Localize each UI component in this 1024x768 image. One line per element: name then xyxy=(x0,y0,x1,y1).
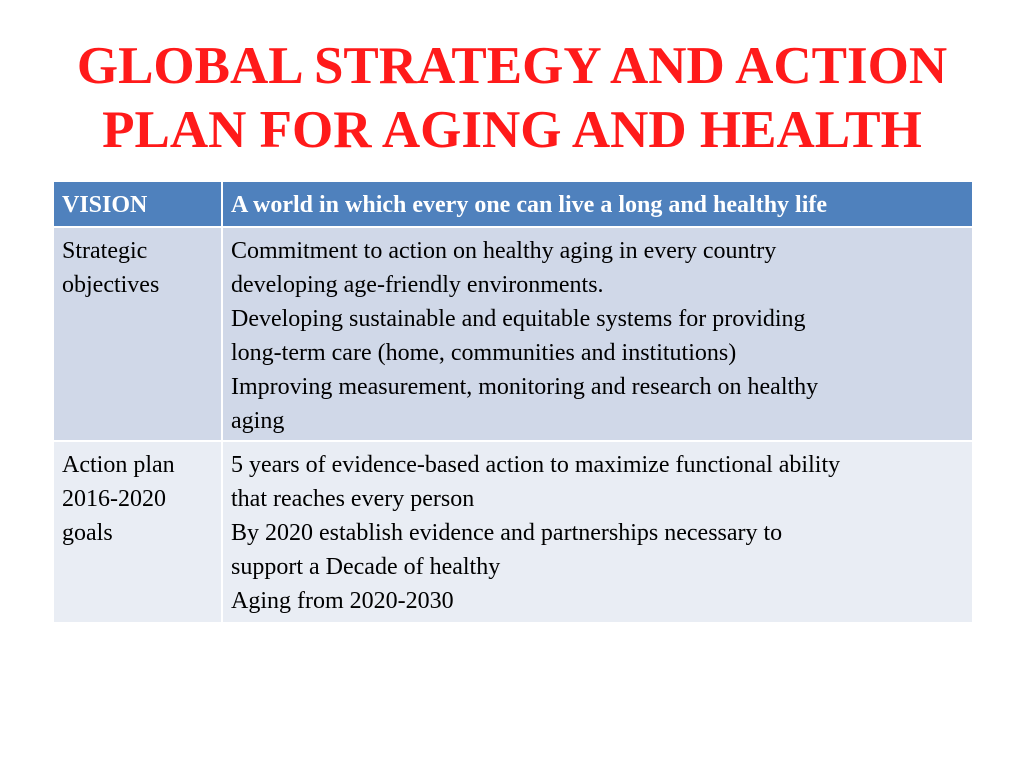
title-line-2: PLAN FOR AGING AND HEALTH xyxy=(102,101,922,159)
vision-statement: A world in which every one can live a long and healthy life xyxy=(222,181,973,227)
strategy-table xyxy=(52,180,974,624)
goal-line: By 2020 establish evidence and partnerships necessary to xyxy=(231,520,783,546)
table-header-row xyxy=(53,181,973,227)
goal-line: 5 years of evidence-based action to maximize functional ability xyxy=(231,452,841,478)
goal-line: that reaches every person xyxy=(231,486,475,512)
label-line: goals xyxy=(62,520,113,546)
goal-line: support a Decade of healthy xyxy=(231,554,501,580)
objective-line: developing age-friendly environments. xyxy=(231,272,604,298)
table-row-strategic-objectives xyxy=(53,227,973,441)
label-line: Strategic xyxy=(62,238,148,264)
action-plan-content xyxy=(222,441,973,623)
label-line: Action plan xyxy=(62,452,175,478)
strategic-objectives-content xyxy=(222,227,973,441)
strategic-objectives-label xyxy=(53,227,222,441)
goal-line: Aging from 2020-2030 xyxy=(231,588,454,614)
title-line-1: GLOBAL STRATEGY AND ACTION xyxy=(76,37,948,95)
table-row-action-plan xyxy=(53,441,973,623)
objective-line: long-term care (home, communities and institutions) xyxy=(231,340,737,366)
objective-line: Improving measurement, monitoring and research on healthy xyxy=(231,374,819,400)
objective-line: Commitment to action on healthy aging in every country xyxy=(231,238,777,264)
label-line: 2016-2020 xyxy=(62,486,166,512)
objective-line: Developing sustainable and equitable systems for providing xyxy=(231,306,806,332)
label-line: objectives xyxy=(62,272,160,298)
objective-line: aging xyxy=(231,408,285,434)
action-plan-label xyxy=(53,441,222,623)
slide-title xyxy=(0,34,1024,162)
vision-label: VISION xyxy=(53,181,222,227)
